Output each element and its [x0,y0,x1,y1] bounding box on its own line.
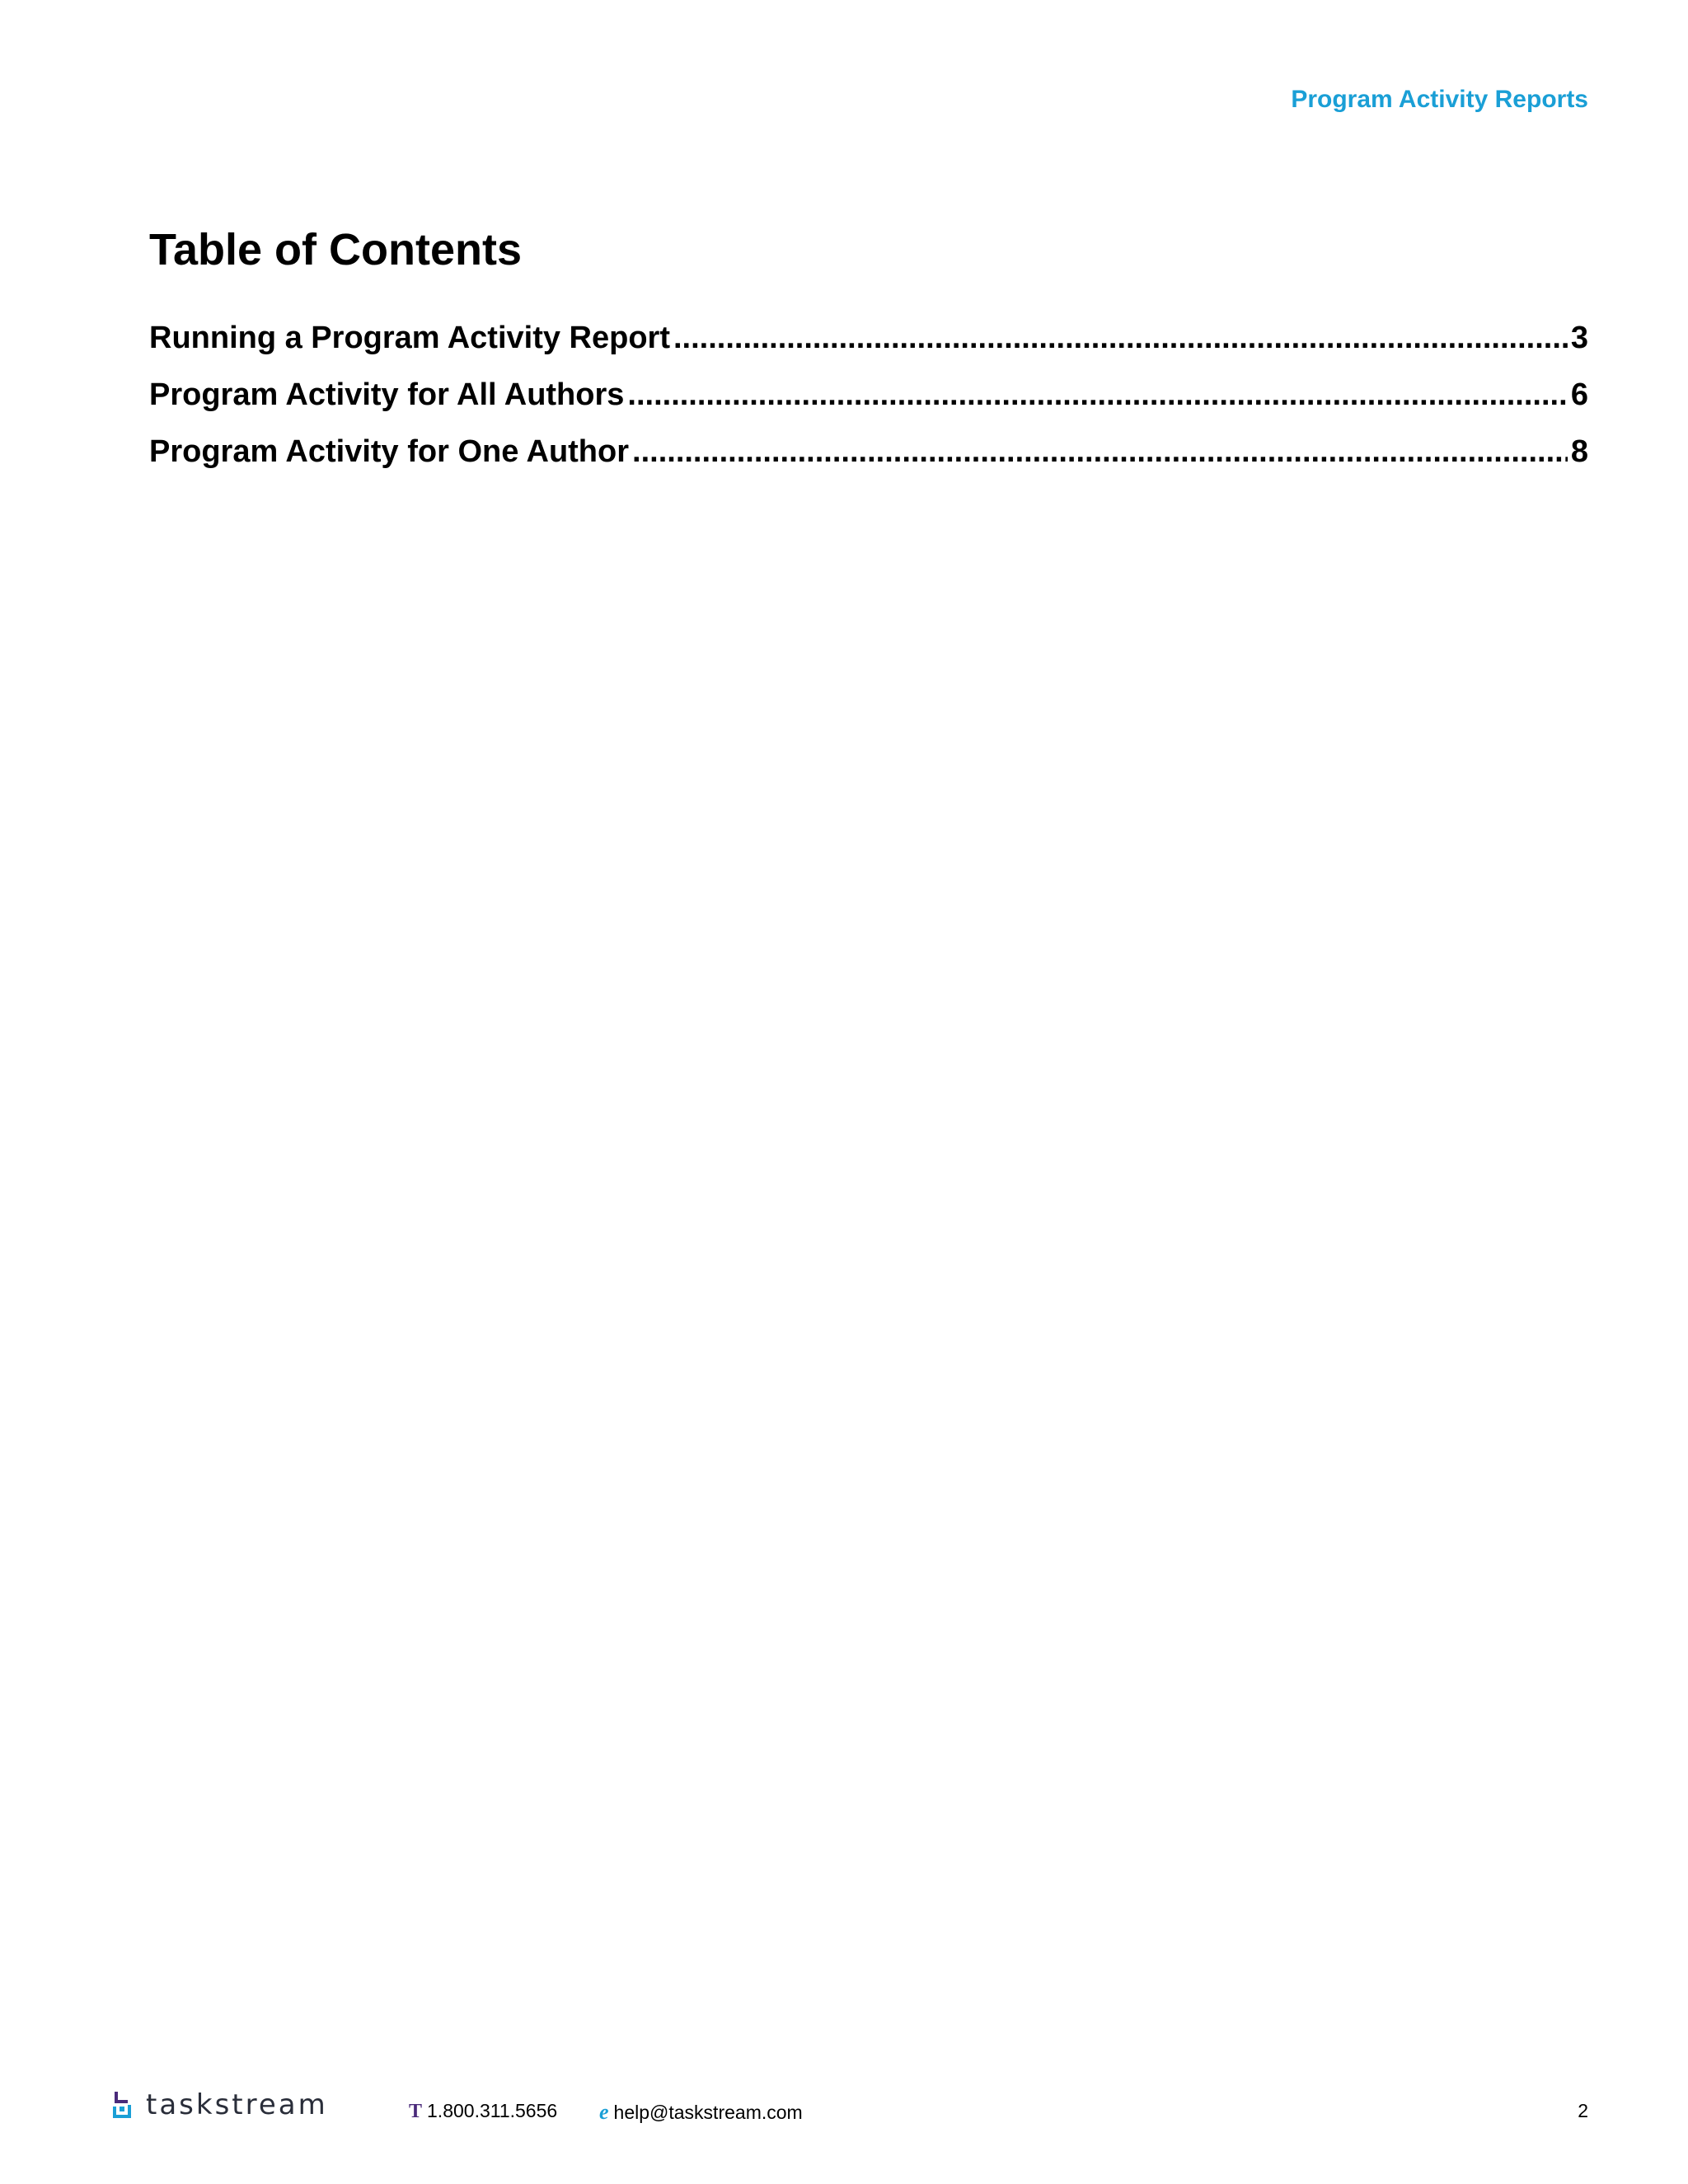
toc-entry-label: Program Activity for One Author [149,434,630,469]
taskstream-logo [111,2090,328,2120]
toc-entry[interactable] [149,434,1588,490]
toc-entry-page: 6 [1570,377,1588,412]
phone-number: 1.800.311.5656 [427,2100,558,2121]
phone-prefix: T [409,2101,423,2122]
toc-heading: Table of Contents [149,225,522,274]
footer-email[interactable] [599,2100,803,2125]
footer-phone [409,2100,557,2123]
page-number: 2 [1578,2100,1588,2121]
toc-entry-label: Running a Program Activity Report [149,321,670,355]
toc-entry-page: 3 [1570,321,1588,355]
email-prefix: e [599,2100,609,2124]
toc-dot-leader [632,434,1568,471]
page-footer [0,2077,1688,2143]
toc-entry-label: Program Activity for All Authors [149,377,625,412]
taskstream-logo-icon [111,2090,134,2120]
logo-wordmark: taskstream [146,2088,328,2121]
toc-list [149,320,1588,490]
page-header-title: Program Activity Reports [1291,86,1588,113]
toc-entry[interactable] [149,320,1588,377]
toc-entry[interactable] [149,377,1588,434]
email-address[interactable]: help@taskstream.com [613,2102,803,2123]
toc-dot-leader [673,320,1568,358]
toc-entry-page: 8 [1570,434,1588,469]
toc-dot-leader [627,377,1567,415]
